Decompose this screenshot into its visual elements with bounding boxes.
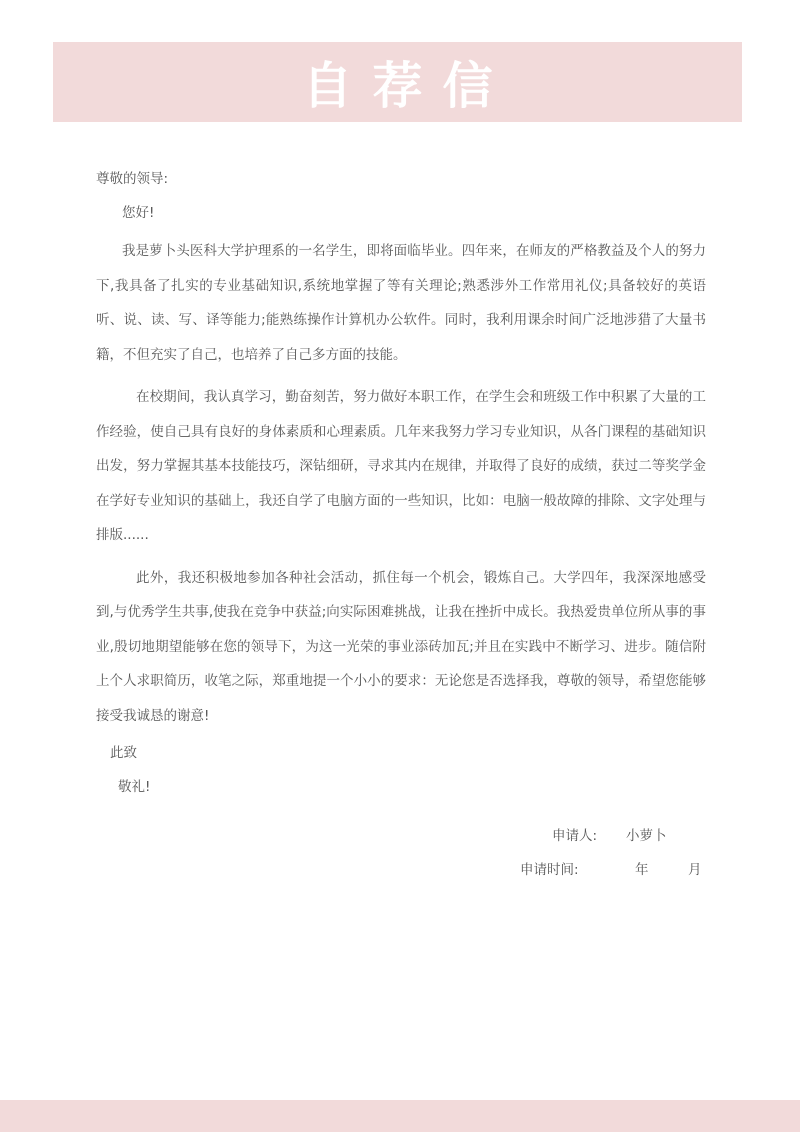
header-band xyxy=(53,42,742,122)
applicant-name: 小萝卜 xyxy=(626,828,667,844)
paragraph-activities: 此外，我还积极地参加各种社会活动，抓住每一个机会，锻炼自己。大学四年，我深深地感受到,与优秀学生共事,使我在竞争中获益;向实际困难挑战，让我在挫折中成长。我热爱贵单位所从事的事业,殷切地期望能够在您的领导下，为这一光荣的事业添砖加瓦;并且在实践中不断学习、进步。随信附上个人求职简历，收笔之际，郑重地提一个小小的要求：无论您是否选择我，尊敬的领导，希望您能够接受我诚恳的谢意! xyxy=(96,569,706,724)
letter-body xyxy=(96,166,706,803)
footer-band xyxy=(0,1100,800,1132)
paragraph-intro: 我是萝卜头医科大学护理系的一名学生，即将面临毕业。四年来，在师友的严格教益及个人的努力下,我具备了扎实的专业基础知识,系统地掌握了等有关理论;熟悉涉外工作常用礼仪;具备较好的英语听、说、读、写、译等能力;能熟练操作计算机办公软件。同时，我利用课余时间广泛地涉猎了大量书籍，不但充实了自己，也培养了自己多方面的技能。 xyxy=(96,243,706,363)
page-title: 自荐信 xyxy=(302,57,513,115)
salutation: 尊敬的领导: xyxy=(96,171,169,187)
date-month-unit: 月 xyxy=(688,862,702,878)
date-year-unit: 年 xyxy=(635,862,649,878)
closing-cizhi: 此致 xyxy=(110,745,137,761)
applicant-label: 申请人: xyxy=(552,828,598,844)
date-label: 申请时间: xyxy=(520,862,579,878)
paragraph-school: 在校期间，我认真学习，勤奋刻苦，努力做好本职工作，在学生会和班级工作中积累了大量的工作经验，使自己具有良好的身体素质和心理素质。几年来我努力学习专业知识，从各门课程的基础知识出发，努力掌握其基本技能技巧，深钻细研，寻求其内在规律，并取得了良好的成绩，获过二等奖学金在学好专业知识的基础上，我还自学了电脑方面的一些知识，比如：电脑一般故障的排除、文字处理与排版...... xyxy=(96,389,706,543)
greeting: 您好! xyxy=(122,205,155,221)
closing-jingli: 敬礼! xyxy=(118,779,151,795)
